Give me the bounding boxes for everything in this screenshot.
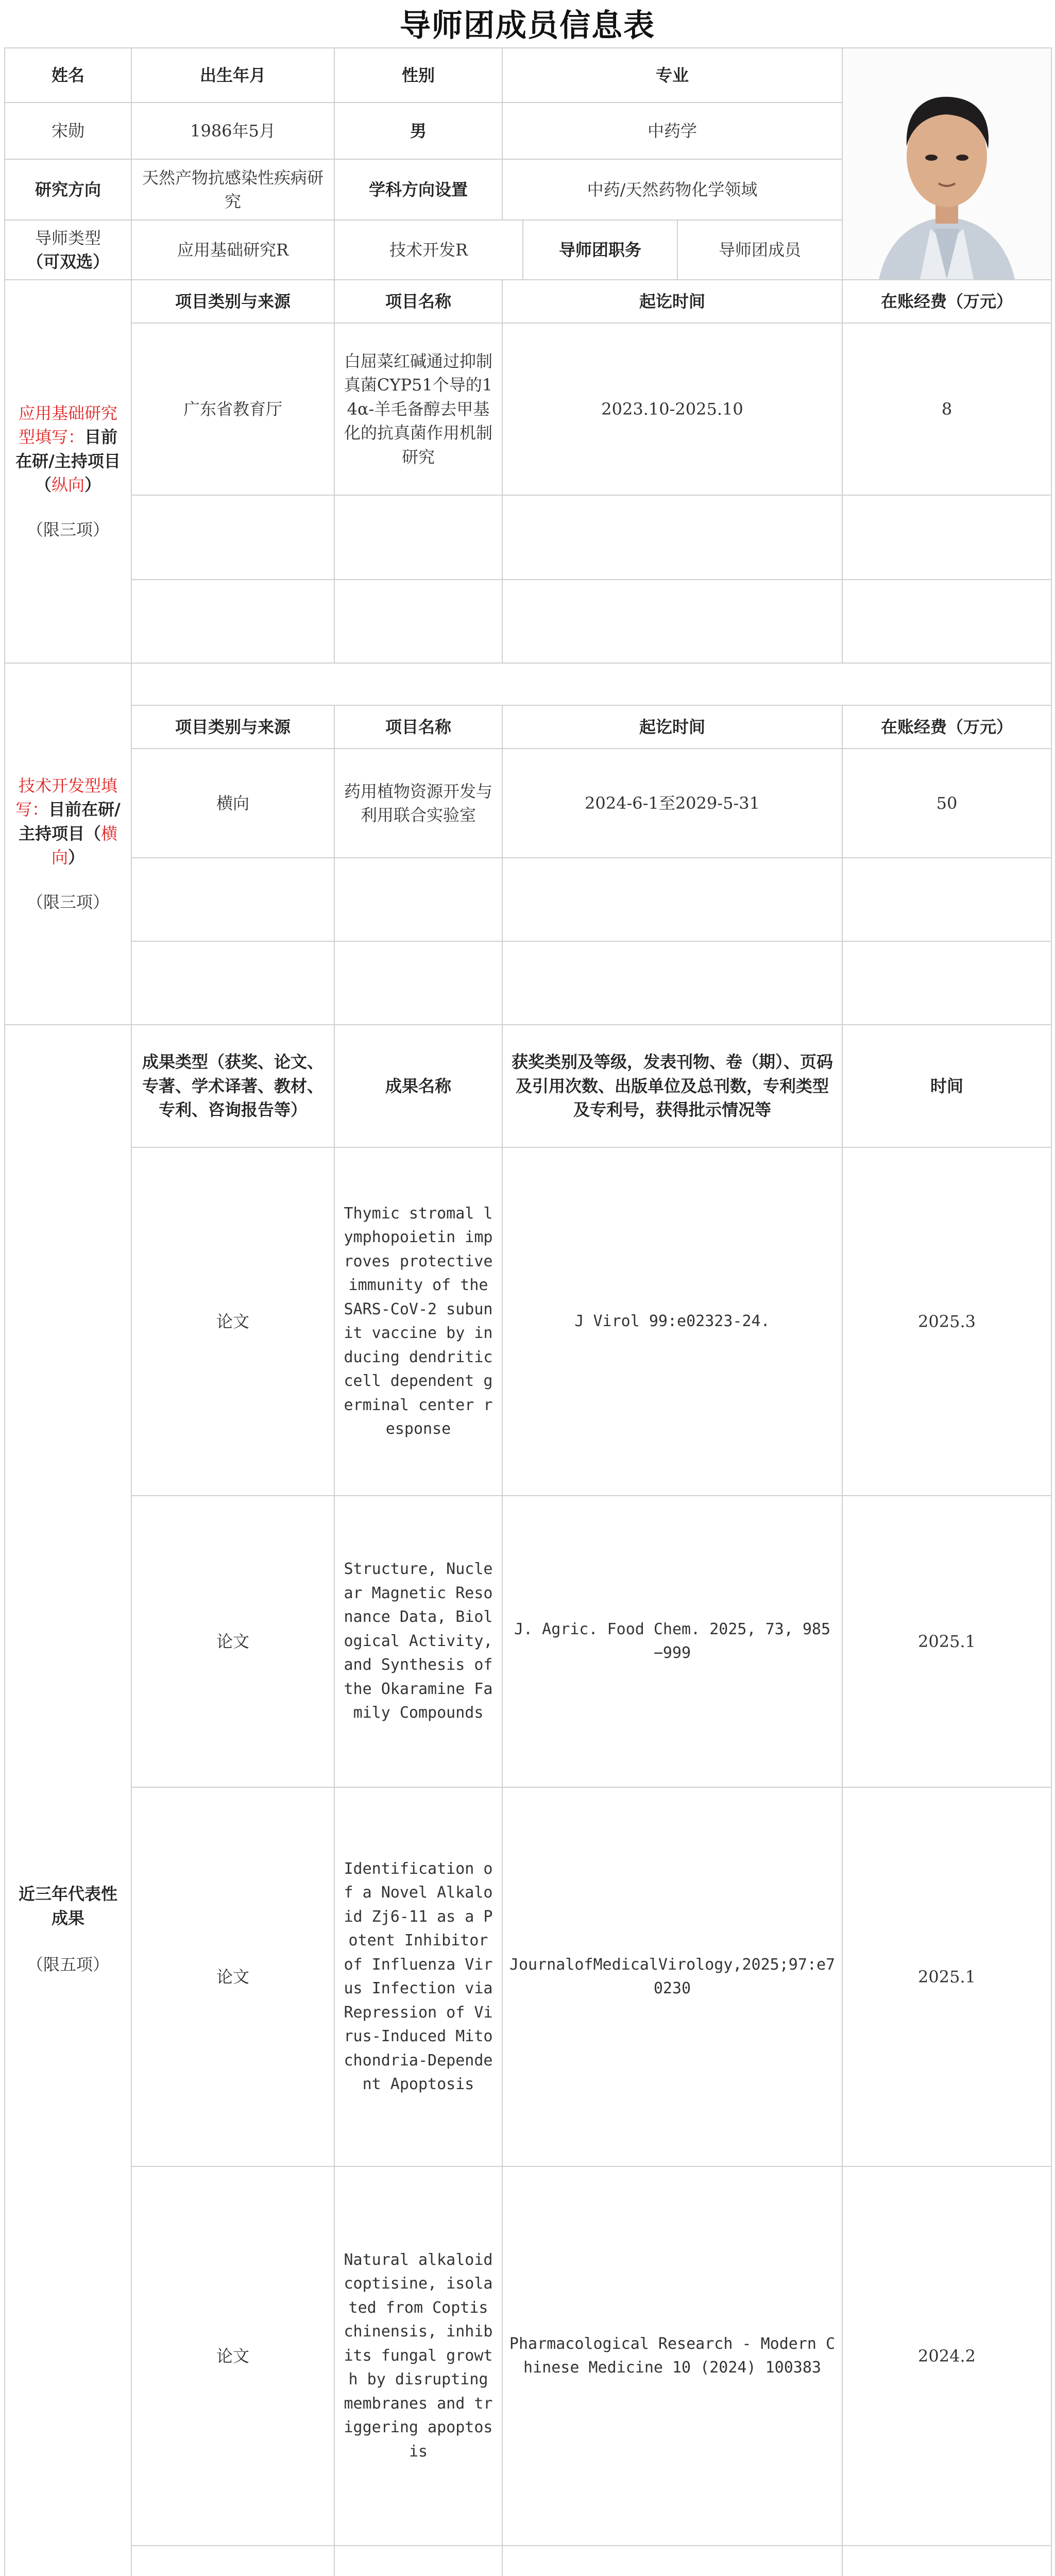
basic-col-period: 起讫时间 (503, 280, 843, 324)
basic-research-side-label (5, 280, 132, 664)
basic-research-side-text (11, 401, 125, 497)
tech-row-3-funds[interactable] (843, 942, 1052, 1025)
basic-row-2-source[interactable] (132, 496, 335, 580)
discipline-label: 学科方向设置 (335, 160, 503, 221)
ach-row-4-type: 论文 (132, 2167, 335, 2546)
tech-col-funds: 在账经费（万元） (843, 706, 1052, 749)
ach-row-5-type (132, 2546, 335, 2576)
ach-row-3-type: 论文 (132, 1788, 335, 2167)
basic-row-3-source[interactable] (132, 580, 335, 664)
basic-row-2-funds[interactable] (843, 496, 1052, 580)
ach-row-3-name: Identification of a Novel Alkaloid Zj6‑11 as a Potent Inhibitor of Influenza Virus Infection via Repression of Virus‑Induced Mitochondria‑Dependent Apoptosis (335, 1788, 503, 2167)
ach-row-4-name: Natural alkaloid coptisine, isolated from Coptis chinensis, inhibits fungal growth by disrupting membranes and triggering apoptosis (335, 2167, 503, 2546)
tech-dev-close: ） (68, 848, 85, 868)
major-value: 中药学 (503, 103, 843, 160)
ach-col-time: 时间 (843, 1025, 1052, 1148)
ach-row-2-type: 论文 (132, 1496, 335, 1788)
ach-col-name: 成果名称 (335, 1025, 503, 1148)
ach-row-3-time: 2025.1 (843, 1788, 1052, 2167)
ach-row-2-time: 2025.1 (843, 1496, 1052, 1788)
basic-row-2-period[interactable] (503, 496, 843, 580)
tech-col-period: 起讫时间 (503, 706, 843, 749)
tech-row-1-name: 药用植物资源开发与利用联合实验室 (335, 749, 503, 858)
ach-row-5-name (335, 2546, 503, 2576)
tech-row-2-funds[interactable] (843, 858, 1052, 942)
ach-col-detail: 获奖类别及等级，发表刊物、卷（期）、页码及引用次数、出版单位及总刊数，专利类型及专利号，获得批示情况等 (503, 1025, 843, 1148)
tech-blank-row (132, 664, 1052, 706)
tech-dev-side-text (11, 774, 125, 870)
basic-row-2-name[interactable] (335, 496, 503, 580)
ach-row-1-name: Thymic stromal lymphopoietin improves protective immunity of the SARS-CoV-2 subunit vaccine by inducing dendritic cell dependent germinal center response (335, 1148, 503, 1496)
basic-row-1-period: 2023.10-2025.10 (503, 324, 843, 496)
basic-row-1-funds: 8 (843, 324, 1052, 496)
tech-col-source: 项目类别与来源 (132, 706, 335, 749)
ach-row-1-detail: J Virol 99:e02323-24. (503, 1148, 843, 1496)
achievements-side-label (5, 1025, 132, 2576)
tech-dev-fill-note: 技术开发型填写： (15, 776, 117, 820)
basic-research-vertical-tag: 纵向 (51, 475, 84, 495)
name-value: 宋勋 (5, 103, 132, 160)
achievements-limit: （限五项） (26, 1955, 109, 1975)
basic-row-3-period[interactable] (503, 580, 843, 664)
ach-row-5-detail (503, 2546, 843, 2576)
discipline-value: 中药/天然药物化学领域 (503, 160, 843, 221)
tech-row-1-source: 横向 (132, 749, 335, 858)
tech-row-3-period[interactable] (503, 942, 843, 1025)
basic-row-1-name: 白屈菜红碱通过抑制真菌CYP51个导的14α-羊毛备醇去甲基化的抗真菌作用机制研究 (335, 324, 503, 496)
role-label: 导师团职务 (523, 221, 678, 280)
gender-value: 男 (335, 103, 503, 160)
profile-photo (843, 48, 1052, 280)
ach-col-type: 成果类型（获奖、论文、专著、学术译著、教材、专利、咨询报告等） (132, 1025, 335, 1148)
tutor-type-tech: 技术开发R (335, 221, 523, 280)
basic-research-limit: （限三项） (26, 519, 109, 539)
basic-row-1-source: 广东省教育厅 (132, 324, 335, 496)
ach-row-2-detail: J. Agric. Food Chem. 2025, 73, 985−999 (503, 1496, 843, 1788)
ach-row-3-detail: JournalofMedicalVirology,2025;97:e70230 (503, 1788, 843, 2167)
gender-label: 性别 (335, 48, 503, 103)
tutor-type-label-line2: （可双选） (26, 252, 109, 272)
tech-dev-horizontal-tag: 横向 (51, 823, 118, 868)
ach-row-1-type: 论文 (132, 1148, 335, 1496)
basic-col-funds: 在账经费（万元） (843, 280, 1052, 324)
basic-research-current-label: 目前在研/主持项目（ (15, 427, 121, 495)
portrait-image (843, 48, 1051, 279)
tech-dev-current-label: 目前在研/主持项目（ (18, 800, 121, 843)
tech-row-3-name[interactable] (335, 942, 503, 1025)
ach-row-5-time (843, 2546, 1052, 2576)
basic-col-source: 项目类别与来源 (132, 280, 335, 324)
ach-row-4-detail: Pharmacological Research - Modern Chinese Medicine 10 (2024) 100383 (503, 2167, 843, 2546)
basic-research-close: ） (84, 475, 101, 495)
name-label: 姓名 (5, 48, 132, 103)
basic-research-fill-note: 应用基础研究型填写： (18, 403, 117, 447)
tech-row-3-source[interactable] (132, 942, 335, 1025)
tutor-type-label-line1: 导师类型 (35, 228, 101, 248)
achievements-title: 近三年代表性成果 (18, 1884, 117, 1928)
basic-row-3-name[interactable] (335, 580, 503, 664)
direction-label: 研究方向 (5, 160, 132, 221)
basic-col-name: 项目名称 (335, 280, 503, 324)
tech-col-name: 项目名称 (335, 706, 503, 749)
tech-dev-limit: （限三项） (26, 892, 109, 912)
tech-dev-side-label (5, 664, 132, 1025)
birth-value: 1986年5月 (132, 103, 335, 160)
basic-row-3-funds[interactable] (843, 580, 1052, 664)
page-title: 导师团成员信息表 (400, 8, 655, 44)
ach-row-1-time: 2025.3 (843, 1148, 1052, 1496)
tutor-type-label (5, 221, 132, 280)
role-value: 导师团成员 (678, 221, 843, 280)
direction-value: 天然产物抗感染性疾病研究 (132, 160, 335, 221)
tech-row-1-period: 2024-6-1至2029-5-31 (503, 749, 843, 858)
ach-row-2-name: Structure, Nuclear Magnetic Resonance Data, Biological Activity, and Synthesis of the Okaramine Family Compounds (335, 1496, 503, 1788)
tech-row-2-source[interactable] (132, 858, 335, 942)
tech-row-2-name[interactable] (335, 858, 503, 942)
tech-row-1-funds: 50 (843, 749, 1052, 858)
tutor-type-basic: 应用基础研究R (132, 221, 335, 280)
birth-label: 出生年月 (132, 48, 335, 103)
major-label: 专业 (503, 48, 843, 103)
ach-row-4-time: 2024.2 (843, 2167, 1052, 2546)
tech-row-2-period[interactable] (503, 858, 843, 942)
